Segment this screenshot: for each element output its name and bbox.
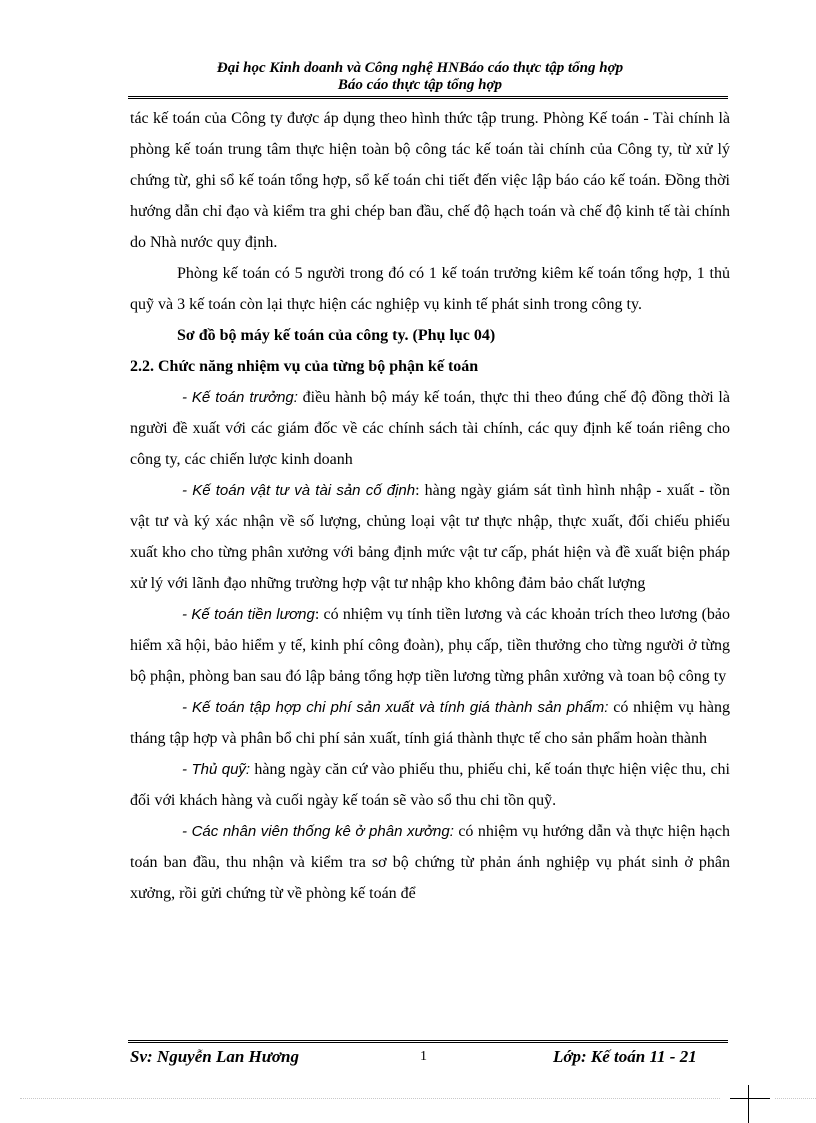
- crop-mark-vertical: [748, 1085, 749, 1123]
- header-divider: [128, 96, 728, 99]
- term-label: - Các nhân viên thống kê ở phân xưởng:: [182, 823, 454, 840]
- paragraph-continuation: tác kế toán của Công ty được áp dụng theo hình thức tập trung. Phòng Kế toán - Tài chính là phòng kế toán trung tâm thực hiện toàn bộ công tác kế toán tài chính của Công ty, từ xử lý chứng từ, ghi sổ kế toán tổng hợp, sổ kế toán chi tiết đến việc lập báo cáo kế toán. Đồng thời hướng dẫn chỉ đạo và kiểm tra ghi chép ban đầu, chế độ hạch toán và chế độ kinh tế tài chính do Nhà nước quy định.: [130, 110, 730, 251]
- footer-divider: [128, 1040, 728, 1043]
- term-label: - Kế toán tập hợp chi phí sản xuất và tính giá thành sản phẩm:: [182, 699, 609, 716]
- diagram-reference: Sơ đồ bộ máy kế toán của công ty. (Phụ lục 04): [177, 327, 496, 344]
- term-label: - Kế toán vật tư và tài sản cố định: [182, 482, 416, 499]
- list-item-payroll: [130, 599, 730, 692]
- document-body: [130, 103, 730, 909]
- term-description: hàng ngày căn cứ vào phiếu thu, phiếu chi, kế toán thực hiện việc thu, chi đối với khách hàng và cuối ngày kế toán sẽ vào sổ thu chi tồn quỹ.: [130, 761, 731, 809]
- paragraph-staff: Phòng kế toán có 5 người trong đó có 1 kế toán trưởng kiêm kế toán tổng hợp, 1 thủ quỹ và 3 kế toán còn lại thực hiện các nghiệp vụ kinh tế phát sinh trong công ty.: [130, 265, 730, 313]
- footer-class: Lớp: Kế toán 11 - 21: [553, 1047, 697, 1066]
- term-label: - Kế toán tiền lương: [182, 606, 315, 623]
- crop-mark-horizontal: [730, 1098, 770, 1099]
- header-line-1: Đại học Kinh doanh và Công nghệ HNBáo cáo thực tập tổng hợp: [216, 60, 624, 76]
- term-description: có nhiệm vụ hàng tháng tập hợp và phân bổ chi phí sản xuất, tính giá thành thực tế cho sản phẩm hoàn thành: [130, 699, 730, 747]
- list-item-materials-assets: [130, 475, 730, 599]
- term-label: - Kế toán trưởng:: [182, 389, 298, 406]
- list-item-workshop-staff: [130, 816, 730, 909]
- list-item-cost-accounting: [130, 692, 730, 754]
- term-description: có nhiệm vụ hướng dẫn và thực hiện hạch toán ban đầu, thu nhận và kiểm tra sơ bộ chứng từ phản ánh nghiệp vụ phát sinh ở phân xưởng, rồi gửi chứng từ về phòng kế toán để: [130, 823, 731, 902]
- page-boundary-dotted: [20, 1098, 720, 1099]
- header-line-2: Báo cáo thực tập tổng hợp: [337, 77, 503, 93]
- term-description: điều hành bộ máy kế toán, thực thi theo đúng chế độ đồng thời là người đề xuất với các giám đốc về các chính sách tài chính, các quy định kế toán riêng cho công ty, các chiến lược kinh doanh: [130, 389, 730, 468]
- term-label: - Thủ quỹ:: [182, 761, 251, 778]
- section-heading: 2.2. Chức năng nhiệm vụ của từng bộ phận kế toán: [130, 358, 479, 375]
- list-item-cashier: [130, 754, 730, 816]
- list-item-chief-accountant: [130, 382, 730, 475]
- footer-student: Sv: Nguyễn Lan Hương: [130, 1047, 300, 1066]
- page-number: 1: [420, 1049, 427, 1064]
- page-boundary-dotted-right: [775, 1098, 816, 1099]
- term-description: : có nhiệm vụ tính tiền lương và các khoản trích theo lương (bảo hiểm xã hội, bảo hiểm y tế, kinh phí công đoàn), phụ cấp, tiền thưởng cho từng người ở từng bộ phận, phòng ban sau đó lập bảng tổng hợp tiền lương từng phân xưởng và toan bộ công ty: [130, 606, 730, 685]
- term-description: : hàng ngày giám sát tình hình nhập - xuất - tồn vật tư và ký xác nhận về số lượng, chủng loại vật tư thực nhập, thực xuất, đối chiếu phiếu xuất kho cho từng phân xưởng với bảng định mức vật tư cấp, phát hiện và đề xuất biện pháp xử lý với lãnh đạo những trường hợp vật tư nhập kho không đảm bảo chất lượng: [130, 482, 730, 592]
